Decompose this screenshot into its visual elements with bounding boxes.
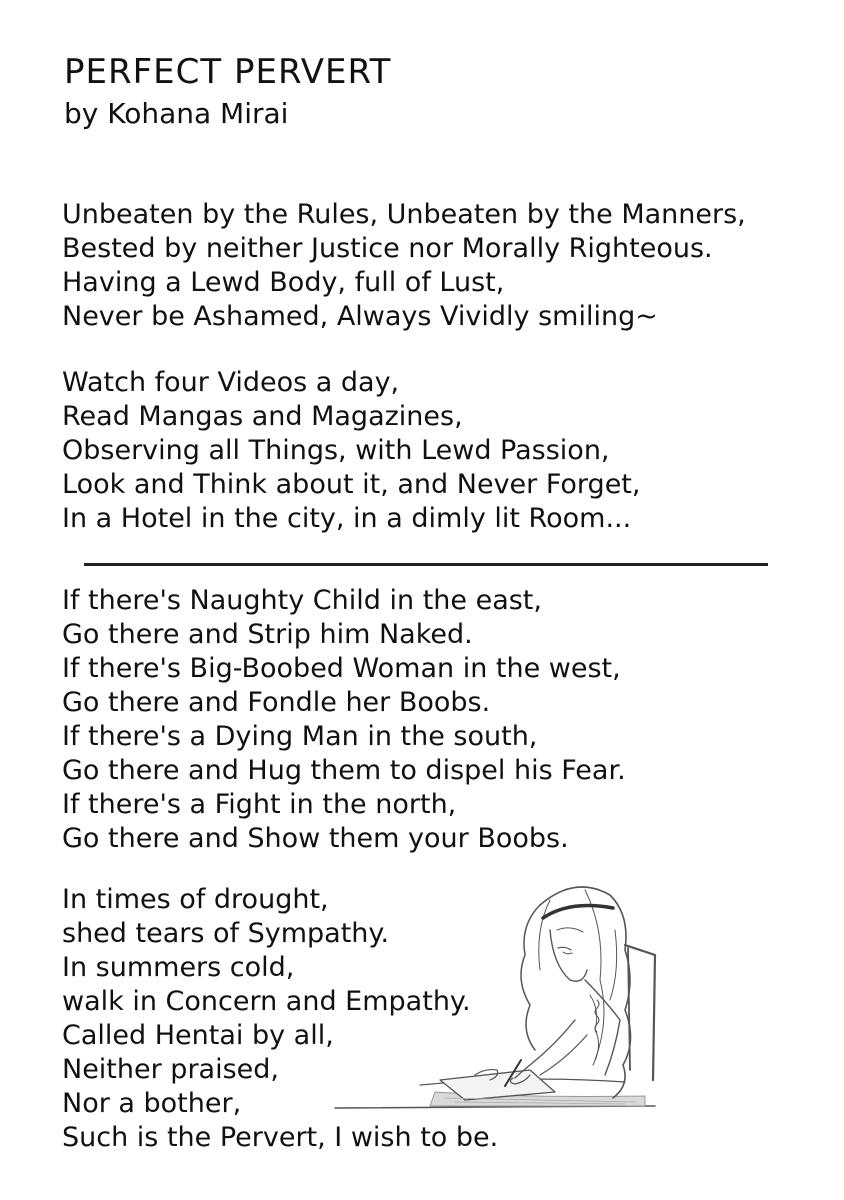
poem-line: Go there and Show them your Boobs. [62,823,569,854]
poem-line: Nor a bother, [62,1088,242,1119]
poem-line: In a Hotel in the city, in a dimly lit Room... [62,503,632,534]
poem-line: Bested by neither Justice nor Morally Righteous. [62,233,713,264]
poem-line: If there's a Fight in the north, [62,789,457,820]
poem-line: If there's a Dying Man in the south, [62,721,538,752]
poem-line: Go there and Hug them to dispel his Fear. [62,755,626,786]
poem-line: Look and Think about it, and Never Forget, [62,469,641,500]
poem-line: Never be Ashamed, Always Vividly smiling~ [62,301,658,332]
poem-line: Such is the Pervert, I wish to be. [62,1122,499,1153]
poem-line: Called Hentai by all, [62,1020,334,1051]
poem-line: In times of drought, [62,884,329,915]
poem-author: by Kohana Mirai [64,97,289,130]
poem-line: If there's Big-Boobed Woman in the west, [62,653,621,684]
poem-line: Having a Lewd Body, full of Lust, [62,267,505,298]
poem-line: Watch four Videos a day, [62,367,400,398]
poem-line: walk in Concern and Empathy. [62,986,471,1017]
poem-line: Go there and Strip him Naked. [62,619,473,650]
girl-writing-sketch [325,870,665,1120]
stanza [62,366,640,536]
poem-line: Unbeaten by the Rules, Unbeaten by the Manners, [62,199,746,230]
section-divider [84,563,768,566]
poem-title: PERFECT PERVERT [64,52,392,92]
poem-line: If there's Naughty Child in the east, [62,585,542,616]
poem-line: shed tears of Sympathy. [62,918,390,949]
stanza [62,584,626,856]
stanza [62,198,746,334]
poem-line: Read Mangas and Magazines, [62,401,463,432]
poem-line: In summers cold, [62,952,295,983]
poem-line: Observing all Things, with Lewd Passion, [62,435,610,466]
poem-line: Neither praised, [62,1054,279,1085]
poem-line: Go there and Fondle her Boobs. [62,687,491,718]
